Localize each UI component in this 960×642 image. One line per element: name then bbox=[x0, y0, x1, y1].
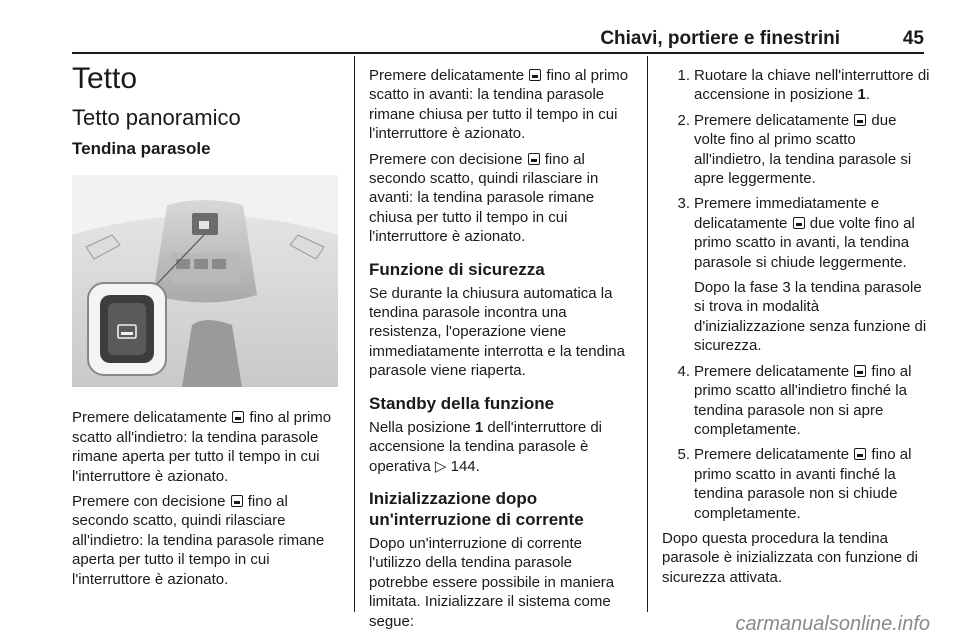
paragraph-open-gently: Premere delicatamente fino al primo scatto all'indietro: la tendina parasole rimane aperta per tutto il tempo in cui l'interruttore è azionato. bbox=[72, 409, 332, 485]
section-title: Tetto bbox=[72, 62, 138, 95]
sunblind-switch-photo bbox=[72, 175, 338, 387]
heading-safety-function: Funzione di sicurezza bbox=[369, 259, 545, 279]
column-divider-1 bbox=[354, 56, 355, 612]
paragraph-close-gently: Premere delicatamente fino al primo scatto in avanti: la tendina parasole rimane chiusa per tutto il tempo in cui l'interruttore è azionato. bbox=[369, 67, 629, 143]
sunblind-button-icon bbox=[854, 114, 866, 126]
sunblind-button-icon bbox=[854, 448, 866, 460]
sunblind-button-icon bbox=[529, 69, 541, 81]
chapter-title: Chiavi, portiere e finestrini bbox=[600, 28, 840, 49]
sunblind-button-icon bbox=[528, 153, 540, 165]
paragraph-safety-function: Se durante la chiusura automatica la tendina parasole incontra una resistenza, l'operazione viene immediatamente interrotta e la tendina parasole viene riaperta. bbox=[369, 284, 625, 380]
subsection-title: Tetto panoramico bbox=[72, 105, 241, 130]
subsubsection-title: Tendina parasole bbox=[72, 139, 211, 158]
sunblind-button-icon bbox=[793, 217, 805, 229]
sunblind-button-icon bbox=[231, 495, 243, 507]
list-item: 3. Premere immediatamente e delicatamente due volte fino al primo scatto in avanti, la tendina parasole si chiude leggermente. bbox=[677, 195, 915, 271]
column-3 bbox=[662, 66, 930, 593]
header-rule bbox=[72, 52, 924, 54]
list-item: 4. Premere delicatamente fino al primo scatto all'indietro finché la tendina parasole non si apre completamente. bbox=[677, 362, 912, 438]
list-item: 1. Ruotare la chiave nell'interruttore di accensione in posizione 1. bbox=[677, 67, 930, 104]
column-2 bbox=[369, 66, 635, 637]
column-1 bbox=[72, 56, 342, 595]
sunblind-button-icon bbox=[854, 365, 866, 377]
list-item-continuation: Dopo la fase 3 la tendina parasole si trova in modalità d'inizializzazione senza funzione di sicurezza. bbox=[694, 279, 927, 355]
page-number: 45 bbox=[902, 28, 924, 49]
paragraph-close-firmly: Premere con decisione fino al secondo scatto, quindi rilasciare in avanti: la tendina parasole rimane chiusa per tutto il tempo in cui l'interruttore è azionato. bbox=[369, 150, 599, 246]
paragraph-final: Dopo questa procedura la tendina parasole è inizializzata con funzione di sicurezza attivata. bbox=[662, 529, 918, 586]
column-divider-2 bbox=[647, 56, 648, 612]
page-reference-arrow-icon: ▷ bbox=[434, 457, 447, 475]
paragraph-open-firmly: Premere con decisione fino al secondo scatto, quindi rilasciare all'indietro: la tendina parasole rimane aperta per tutto il tempo in cui l'interruttore è azionato. bbox=[72, 493, 325, 588]
list-item: 5. Premere delicatamente fino al primo scatto in avanti finché la tendina parasole non si chiude completamente. bbox=[677, 446, 912, 522]
page-reference-link[interactable]: 144. bbox=[450, 457, 480, 475]
heading-initialization: Inizializzazione dopo un'interruzione di corrente bbox=[369, 488, 584, 529]
watermark: carmanualsonline.info bbox=[735, 613, 930, 635]
heading-standby: Standby della funzione bbox=[369, 393, 555, 413]
paragraph-initialization: Dopo un'interruzione di corrente l'utilizzo della tendina parasole potrebbe essere possibile in maniera limitata. Inizializzare il sistema come segue: bbox=[369, 534, 615, 630]
list-item: 2. Premere delicatamente due volte fino al primo scatto all'indietro, la tendina parasole si apre leggermente. bbox=[677, 111, 912, 188]
sunblind-button-icon bbox=[232, 411, 244, 423]
paragraph-standby: Nella posizione 1 dell'interruttore di accensione la tendina parasole è operativa ▷ 144. bbox=[369, 418, 603, 475]
